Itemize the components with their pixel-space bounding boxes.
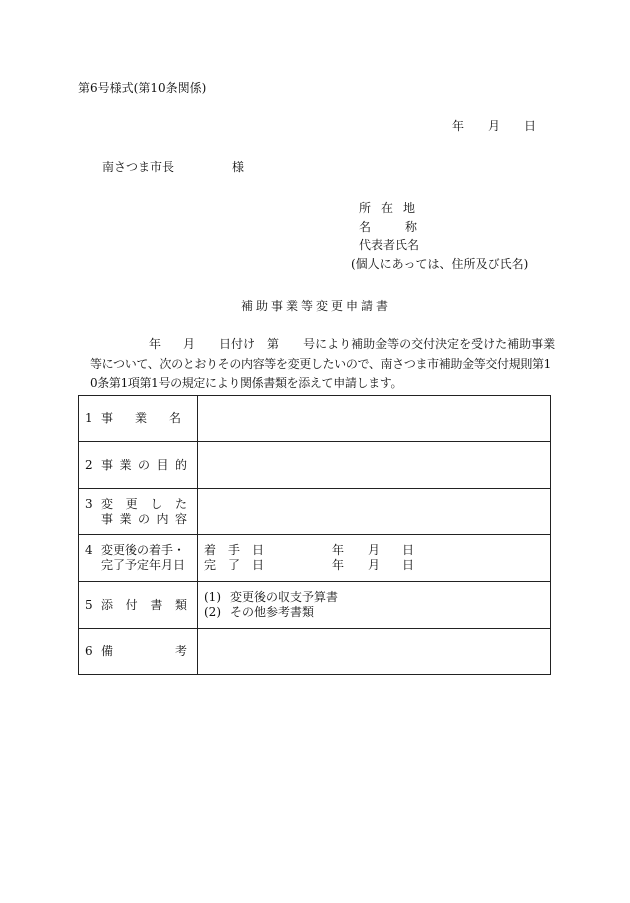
row-number: 2: [85, 457, 93, 472]
attachment-text: その他参考書類: [230, 605, 315, 619]
label-char: 内: [156, 511, 169, 526]
applicant-note: (個人にあっては、住所及び氏名): [351, 257, 529, 271]
body-line-3: 0条第1項第1号の規定により関係書類を添えて申請します。: [90, 376, 403, 390]
applicant-representative-label: 代表者氏名: [359, 238, 420, 252]
row-number: 1: [85, 411, 93, 425]
table-row: [79, 442, 551, 489]
start-month-label: 月: [368, 543, 381, 557]
label-char: 書: [150, 597, 163, 612]
date-line: [452, 119, 536, 133]
date-month-label: 月: [488, 119, 501, 133]
end-month-label: 月: [368, 558, 381, 572]
label-char: 類: [174, 597, 187, 612]
label-char: 完: [204, 558, 217, 572]
date-year-label: 年: [452, 119, 465, 133]
row2-value[interactable]: [198, 442, 551, 489]
label-char: 日: [252, 558, 265, 572]
label-char: 備: [101, 644, 114, 658]
application-table: [78, 395, 551, 675]
attachment-item: [204, 605, 550, 620]
row5-value: [198, 582, 551, 629]
label-char: 在: [381, 201, 394, 215]
row5-label: [79, 582, 198, 629]
label-char: 着: [204, 543, 217, 557]
label-char: 手: [228, 543, 241, 557]
row-number: 3: [85, 496, 93, 511]
label-char: 事: [101, 457, 114, 472]
label-char: 業: [119, 457, 132, 472]
body-rest: 号により補助金等の交付決定を受けた補助事業: [303, 337, 556, 351]
body-month: 月: [183, 337, 196, 351]
applicant-address-label: [359, 201, 415, 215]
attachment-item: [204, 590, 550, 605]
row2-label: [79, 442, 198, 489]
body-line-2: 等について、次のとおりその内容等を変更したいので、南さつま市補助金等交付規則第1: [90, 357, 551, 371]
label-char: 名: [168, 411, 181, 425]
label-char: 考: [174, 644, 187, 658]
label-char: 名: [359, 220, 372, 234]
label-char: 目: [156, 457, 169, 472]
row3-value[interactable]: [198, 489, 551, 535]
table-row: [79, 535, 551, 582]
table-row: [79, 582, 551, 629]
label-char: 称: [405, 220, 418, 234]
label-char: 地: [403, 201, 416, 215]
table-row: [79, 629, 551, 675]
attachment-text: 変更後の収支予算書: [230, 590, 339, 604]
end-year-label: 年: [332, 558, 345, 572]
start-year-label: 年: [332, 543, 345, 557]
row-number: 5: [85, 597, 93, 612]
start-day-label: 日: [402, 543, 415, 557]
label-char: 的: [174, 457, 187, 472]
form-number: 第6号様式(第10条関係): [78, 81, 207, 95]
addressee-honorific: 様: [232, 160, 245, 174]
addressee-name: 南さつま市長: [102, 160, 175, 174]
table-row: [79, 396, 551, 442]
label-char: 業: [134, 411, 147, 425]
row1-value[interactable]: [198, 396, 551, 442]
body-year: 年: [149, 337, 162, 351]
applicant-name-label: [359, 220, 417, 234]
label-char: 変: [101, 496, 114, 511]
label-char: 添: [101, 597, 114, 612]
row4-label: [79, 535, 198, 582]
label-char: 更: [125, 496, 138, 511]
row1-label: [79, 396, 198, 442]
label-char: の: [137, 511, 150, 526]
label-char: た: [174, 496, 187, 511]
row4-label-line2: 完了予定年月日: [101, 558, 186, 572]
label-char: 付: [125, 597, 138, 612]
row4-label-line1: 変更後の着手・: [101, 543, 186, 557]
label-char: 了: [228, 558, 241, 572]
addressee: [102, 160, 244, 174]
row6-value[interactable]: [198, 629, 551, 675]
end-day-label: 日: [402, 558, 415, 572]
label-char: し: [150, 496, 163, 511]
body-dai: 第: [267, 337, 280, 351]
label-char: 容: [174, 511, 187, 526]
attachment-marker: (1): [204, 590, 221, 604]
row-number: 4: [85, 543, 93, 557]
date-day-label: 日: [524, 119, 537, 133]
attachment-marker: (2): [204, 605, 221, 619]
body-day-suffix: 日付け: [219, 337, 256, 351]
label-char: 事: [101, 411, 114, 425]
label-char: 所: [359, 201, 372, 215]
start-date-line: [204, 543, 550, 558]
label-char: 業: [119, 511, 132, 526]
label-char: 事: [101, 511, 114, 526]
label-char: の: [137, 457, 150, 472]
table-row: [79, 489, 551, 535]
row3-label: [79, 489, 198, 535]
row6-label: [79, 629, 198, 675]
end-date-line: [204, 558, 550, 573]
row4-value: [198, 535, 551, 582]
document-title: 補助事業等変更申請書: [241, 299, 392, 313]
label-char: 日: [252, 543, 265, 557]
row-number: 6: [85, 644, 93, 658]
body-line-1: [149, 337, 555, 351]
